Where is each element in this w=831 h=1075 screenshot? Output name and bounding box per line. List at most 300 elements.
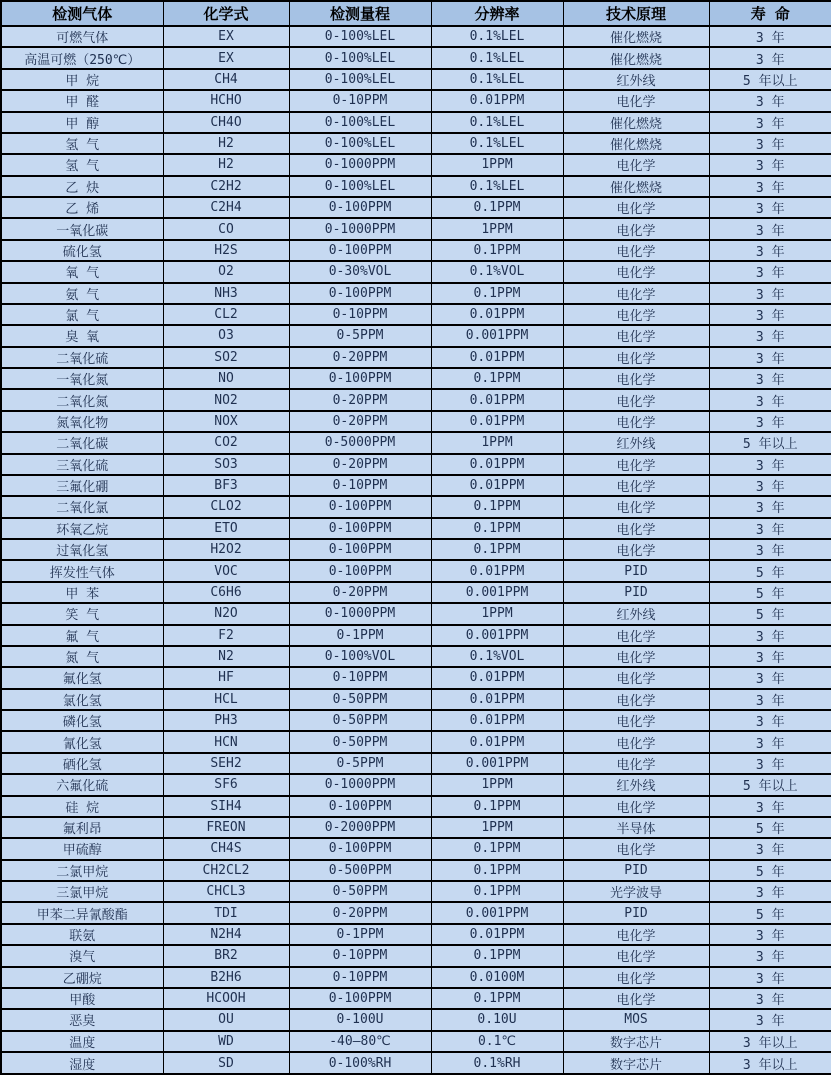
cell-chemical-formula: EX xyxy=(163,26,289,47)
table-row xyxy=(1,710,831,731)
cell-resolution: 1PPM xyxy=(431,817,563,838)
table-row xyxy=(1,1031,831,1052)
cell-gas-name: 二氧化氯 xyxy=(1,496,163,517)
table-header xyxy=(1,1,831,26)
table-row xyxy=(1,924,831,945)
cell-detection-range: 0-100U xyxy=(289,1009,431,1030)
cell-chemical-formula: BR2 xyxy=(163,945,289,966)
cell-technical-principle: 电化学 xyxy=(563,924,709,945)
cell-technical-principle: 电化学 xyxy=(563,261,709,282)
cell-technical-principle: 电化学 xyxy=(563,154,709,175)
cell-detection-range: 0-20PPM xyxy=(289,582,431,603)
table-row xyxy=(1,411,831,432)
cell-technical-principle: 催化燃烧 xyxy=(563,133,709,154)
cell-gas-name: 恶臭 xyxy=(1,1009,163,1030)
cell-chemical-formula: SEH2 xyxy=(163,753,289,774)
cell-gas-name: 氮 气 xyxy=(1,646,163,667)
cell-technical-principle: 电化学 xyxy=(563,347,709,368)
header-cell-resolution: 分辨率 xyxy=(431,1,563,26)
cell-lifespan: 3 年 xyxy=(709,539,831,560)
cell-gas-name: 氯 气 xyxy=(1,304,163,325)
cell-detection-range: 0-1000PPM xyxy=(289,154,431,175)
cell-detection-range: 0-5000PPM xyxy=(289,432,431,453)
cell-chemical-formula: C2H4 xyxy=(163,197,289,218)
cell-lifespan: 5 年 xyxy=(709,902,831,923)
table-row xyxy=(1,432,831,453)
cell-gas-name: 溴气 xyxy=(1,945,163,966)
cell-gas-name: 甲硫醇 xyxy=(1,838,163,859)
cell-detection-range: 0-20PPM xyxy=(289,902,431,923)
table-row xyxy=(1,838,831,859)
cell-technical-principle: 电化学 xyxy=(563,283,709,304)
cell-resolution: 0.1%VOL xyxy=(431,261,563,282)
cell-resolution: 0.001PPM xyxy=(431,753,563,774)
cell-chemical-formula: B2H6 xyxy=(163,967,289,988)
cell-detection-range: 0-1000PPM xyxy=(289,774,431,795)
cell-chemical-formula: NOX xyxy=(163,411,289,432)
cell-technical-principle: 电化学 xyxy=(563,731,709,752)
cell-technical-principle: 电化学 xyxy=(563,945,709,966)
cell-gas-name: 联氨 xyxy=(1,924,163,945)
cell-lifespan: 3 年 xyxy=(709,261,831,282)
cell-technical-principle: 催化燃烧 xyxy=(563,112,709,133)
cell-chemical-formula: H2S xyxy=(163,240,289,261)
cell-lifespan: 3 年 xyxy=(709,753,831,774)
cell-lifespan: 3 年 xyxy=(709,197,831,218)
cell-chemical-formula: ETO xyxy=(163,518,289,539)
cell-gas-name: 甲 苯 xyxy=(1,582,163,603)
cell-detection-range: 0-1000PPM xyxy=(289,218,431,239)
cell-technical-principle: 数字芯片 xyxy=(563,1031,709,1052)
cell-lifespan: 3 年 xyxy=(709,496,831,517)
cell-technical-principle: 电化学 xyxy=(563,197,709,218)
cell-chemical-formula: OU xyxy=(163,1009,289,1030)
cell-gas-name: 硅 烷 xyxy=(1,796,163,817)
cell-resolution: 0.01PPM xyxy=(431,689,563,710)
cell-technical-principle: 电化学 xyxy=(563,325,709,346)
cell-chemical-formula: SIH4 xyxy=(163,796,289,817)
cell-lifespan: 3 年 xyxy=(709,454,831,475)
cell-lifespan: 3 年 xyxy=(709,881,831,902)
cell-chemical-formula: CH2CL2 xyxy=(163,860,289,881)
cell-lifespan: 3 年 xyxy=(709,689,831,710)
table-row xyxy=(1,753,831,774)
cell-detection-range: 0-30%VOL xyxy=(289,261,431,282)
cell-chemical-formula: WD xyxy=(163,1031,289,1052)
cell-resolution: 0.1%LEL xyxy=(431,112,563,133)
cell-resolution: 0.1PPM xyxy=(431,197,563,218)
cell-chemical-formula: NO xyxy=(163,368,289,389)
header-cell-lifespan: 寿 命 xyxy=(709,1,831,26)
cell-lifespan: 3 年 xyxy=(709,475,831,496)
cell-resolution: 0.1PPM xyxy=(431,838,563,859)
cell-lifespan: 5 年 xyxy=(709,582,831,603)
table-row xyxy=(1,261,831,282)
table-row xyxy=(1,518,831,539)
cell-detection-range: 0-1000PPM xyxy=(289,603,431,624)
cell-resolution: 0.1PPM xyxy=(431,518,563,539)
cell-resolution: 0.01PPM xyxy=(431,710,563,731)
cell-gas-name: 氨 气 xyxy=(1,283,163,304)
cell-chemical-formula: HCHO xyxy=(163,90,289,111)
cell-resolution: 0.1PPM xyxy=(431,881,563,902)
table-row xyxy=(1,218,831,239)
cell-detection-range: 0-100PPM xyxy=(289,368,431,389)
cell-resolution: 0.01PPM xyxy=(431,90,563,111)
cell-lifespan: 3 年 xyxy=(709,967,831,988)
cell-detection-range: 0-10PPM xyxy=(289,945,431,966)
cell-resolution: 0.1PPM xyxy=(431,796,563,817)
cell-chemical-formula: CL2 xyxy=(163,304,289,325)
cell-gas-name: 氧 气 xyxy=(1,261,163,282)
cell-lifespan: 3 年 xyxy=(709,731,831,752)
cell-detection-range: 0-50PPM xyxy=(289,689,431,710)
cell-resolution: 1PPM xyxy=(431,774,563,795)
cell-gas-name: 氮氧化物 xyxy=(1,411,163,432)
cell-resolution: 0.01PPM xyxy=(431,731,563,752)
cell-technical-principle: 电化学 xyxy=(563,454,709,475)
cell-resolution: 1PPM xyxy=(431,154,563,175)
cell-lifespan: 3 年 xyxy=(709,1009,831,1030)
cell-gas-name: 乙 烯 xyxy=(1,197,163,218)
cell-resolution: 0.0100M xyxy=(431,967,563,988)
cell-resolution: 0.01PPM xyxy=(431,304,563,325)
table-row xyxy=(1,689,831,710)
cell-resolution: 0.001PPM xyxy=(431,582,563,603)
cell-technical-principle: 电化学 xyxy=(563,625,709,646)
cell-technical-principle: 电化学 xyxy=(563,689,709,710)
cell-chemical-formula: HCN xyxy=(163,731,289,752)
table-row xyxy=(1,667,831,688)
cell-resolution: 0.1%LEL xyxy=(431,69,563,90)
cell-technical-principle: 催化燃烧 xyxy=(563,26,709,47)
cell-chemical-formula: PH3 xyxy=(163,710,289,731)
cell-lifespan: 3 年 xyxy=(709,924,831,945)
table-row xyxy=(1,90,831,111)
cell-resolution: 0.1PPM xyxy=(431,539,563,560)
table-row xyxy=(1,47,831,68)
table-row xyxy=(1,988,831,1009)
cell-technical-principle: 电化学 xyxy=(563,90,709,111)
cell-technical-principle: 电化学 xyxy=(563,838,709,859)
cell-technical-principle: 电化学 xyxy=(563,389,709,410)
header-cell-gas-name: 检测气体 xyxy=(1,1,163,26)
cell-resolution: 0.1PPM xyxy=(431,945,563,966)
cell-chemical-formula: NH3 xyxy=(163,283,289,304)
cell-chemical-formula: TDI xyxy=(163,902,289,923)
cell-chemical-formula: SO3 xyxy=(163,454,289,475)
cell-detection-range: 0-100PPM xyxy=(289,539,431,560)
cell-chemical-formula: N2O xyxy=(163,603,289,624)
table-row xyxy=(1,774,831,795)
cell-chemical-formula: CHCL3 xyxy=(163,881,289,902)
table-row xyxy=(1,368,831,389)
cell-detection-range: 0-100%LEL xyxy=(289,112,431,133)
cell-resolution: 0.1%RH xyxy=(431,1052,563,1074)
cell-detection-range: 0-10PPM xyxy=(289,967,431,988)
cell-resolution: 0.001PPM xyxy=(431,325,563,346)
cell-gas-name: 乙 炔 xyxy=(1,176,163,197)
cell-chemical-formula: NO2 xyxy=(163,389,289,410)
cell-resolution: 0.001PPM xyxy=(431,625,563,646)
cell-lifespan: 3 年 xyxy=(709,47,831,68)
cell-resolution: 0.1PPM xyxy=(431,240,563,261)
cell-detection-range: 0-10PPM xyxy=(289,304,431,325)
cell-technical-principle: 电化学 xyxy=(563,518,709,539)
cell-resolution: 0.01PPM xyxy=(431,411,563,432)
cell-gas-name: 三氟化硼 xyxy=(1,475,163,496)
cell-gas-name: 氟 气 xyxy=(1,625,163,646)
cell-gas-name: 过氧化氢 xyxy=(1,539,163,560)
table-row xyxy=(1,283,831,304)
table-row xyxy=(1,539,831,560)
header-row xyxy=(1,1,831,26)
header-cell-chemical-formula: 化学式 xyxy=(163,1,289,26)
cell-technical-principle: 电化学 xyxy=(563,411,709,432)
cell-chemical-formula: N2H4 xyxy=(163,924,289,945)
cell-lifespan: 3 年 xyxy=(709,304,831,325)
cell-chemical-formula: H2O2 xyxy=(163,539,289,560)
cell-chemical-formula: HCL xyxy=(163,689,289,710)
cell-chemical-formula: BF3 xyxy=(163,475,289,496)
cell-resolution: 0.1PPM xyxy=(431,860,563,881)
cell-lifespan: 3 年 xyxy=(709,240,831,261)
cell-chemical-formula: HCOOH xyxy=(163,988,289,1009)
cell-technical-principle: PID xyxy=(563,860,709,881)
table-row xyxy=(1,176,831,197)
cell-gas-name: 硒化氢 xyxy=(1,753,163,774)
cell-resolution: 0.1%LEL xyxy=(431,133,563,154)
table-row xyxy=(1,582,831,603)
cell-chemical-formula: CH4O xyxy=(163,112,289,133)
cell-detection-range: 0-100PPM xyxy=(289,496,431,517)
cell-lifespan: 3 年 xyxy=(709,667,831,688)
cell-chemical-formula: H2 xyxy=(163,133,289,154)
table-row xyxy=(1,1052,831,1074)
cell-chemical-formula: SF6 xyxy=(163,774,289,795)
cell-chemical-formula: C2H2 xyxy=(163,176,289,197)
cell-detection-range: 0-20PPM xyxy=(289,411,431,432)
cell-lifespan: 3 年 xyxy=(709,26,831,47)
table-row xyxy=(1,389,831,410)
cell-resolution: 0.1PPM xyxy=(431,988,563,1009)
cell-chemical-formula: H2 xyxy=(163,154,289,175)
cell-resolution: 0.1PPM xyxy=(431,368,563,389)
cell-lifespan: 3 年 xyxy=(709,133,831,154)
cell-gas-name: 乙硼烷 xyxy=(1,967,163,988)
cell-lifespan: 3 年以上 xyxy=(709,1052,831,1074)
table-row xyxy=(1,240,831,261)
table-row xyxy=(1,817,831,838)
cell-gas-name: 磷化氢 xyxy=(1,710,163,731)
cell-chemical-formula: CO2 xyxy=(163,432,289,453)
cell-detection-range: 0-20PPM xyxy=(289,454,431,475)
cell-lifespan: 3 年 xyxy=(709,112,831,133)
cell-detection-range: 0-100PPM xyxy=(289,796,431,817)
cell-gas-name: 氢 气 xyxy=(1,133,163,154)
cell-detection-range: 0-5PPM xyxy=(289,325,431,346)
cell-lifespan: 3 年 xyxy=(709,411,831,432)
table-row xyxy=(1,603,831,624)
cell-technical-principle: 电化学 xyxy=(563,988,709,1009)
cell-detection-range: 0-50PPM xyxy=(289,881,431,902)
cell-lifespan: 3 年 xyxy=(709,945,831,966)
cell-resolution: 1PPM xyxy=(431,218,563,239)
cell-resolution: 0.01PPM xyxy=(431,560,563,581)
cell-lifespan: 3 年 xyxy=(709,389,831,410)
cell-technical-principle: 电化学 xyxy=(563,475,709,496)
cell-lifespan: 3 年 xyxy=(709,710,831,731)
cell-lifespan: 5 年 xyxy=(709,603,831,624)
cell-technical-principle: 电化学 xyxy=(563,304,709,325)
cell-technical-principle: 电化学 xyxy=(563,753,709,774)
table-row xyxy=(1,112,831,133)
cell-resolution: 0.1PPM xyxy=(431,283,563,304)
cell-lifespan: 3 年 xyxy=(709,988,831,1009)
cell-resolution: 0.01PPM xyxy=(431,347,563,368)
cell-gas-name: 温度 xyxy=(1,1031,163,1052)
cell-lifespan: 3 年 xyxy=(709,325,831,346)
cell-resolution: 0.1%LEL xyxy=(431,47,563,68)
cell-chemical-formula: CLO2 xyxy=(163,496,289,517)
header-cell-detection-range: 检测量程 xyxy=(289,1,431,26)
table-row xyxy=(1,967,831,988)
cell-gas-name: 氟利昂 xyxy=(1,817,163,838)
cell-technical-principle: 电化学 xyxy=(563,710,709,731)
table-row xyxy=(1,325,831,346)
cell-detection-range: 0-100%VOL xyxy=(289,646,431,667)
cell-lifespan: 3 年以上 xyxy=(709,1031,831,1052)
cell-gas-name: 一氧化氮 xyxy=(1,368,163,389)
cell-chemical-formula: VOC xyxy=(163,560,289,581)
cell-chemical-formula: F2 xyxy=(163,625,289,646)
cell-technical-principle: PID xyxy=(563,902,709,923)
table-row xyxy=(1,475,831,496)
cell-resolution: 0.1%LEL xyxy=(431,176,563,197)
cell-detection-range: 0-100%LEL xyxy=(289,133,431,154)
cell-lifespan: 5 年以上 xyxy=(709,69,831,90)
cell-chemical-formula: HF xyxy=(163,667,289,688)
cell-detection-range: 0-100PPM xyxy=(289,838,431,859)
cell-chemical-formula: FREON xyxy=(163,817,289,838)
table-row xyxy=(1,69,831,90)
cell-gas-name: 六氟化硫 xyxy=(1,774,163,795)
cell-technical-principle: 红外线 xyxy=(563,774,709,795)
cell-gas-name: 三氧化硫 xyxy=(1,454,163,475)
cell-gas-name: 笑 气 xyxy=(1,603,163,624)
cell-detection-range: 0-10PPM xyxy=(289,667,431,688)
cell-detection-range: 0-5PPM xyxy=(289,753,431,774)
cell-resolution: 0.1%VOL xyxy=(431,646,563,667)
cell-technical-principle: 电化学 xyxy=(563,218,709,239)
cell-detection-range: 0-100PPM xyxy=(289,518,431,539)
cell-detection-range: 0-20PPM xyxy=(289,389,431,410)
cell-gas-name: 甲苯二异氰酸酯 xyxy=(1,902,163,923)
cell-detection-range: 0-500PPM xyxy=(289,860,431,881)
cell-detection-range: 0-50PPM xyxy=(289,710,431,731)
cell-gas-name: 氰化氢 xyxy=(1,731,163,752)
cell-technical-principle: 催化燃烧 xyxy=(563,176,709,197)
cell-resolution: 0.10U xyxy=(431,1009,563,1030)
cell-lifespan: 3 年 xyxy=(709,796,831,817)
cell-detection-range: 0-50PPM xyxy=(289,731,431,752)
cell-technical-principle: 红外线 xyxy=(563,432,709,453)
cell-technical-principle: 电化学 xyxy=(563,240,709,261)
table-body xyxy=(1,26,831,1074)
cell-chemical-formula: C6H6 xyxy=(163,582,289,603)
cell-lifespan: 3 年 xyxy=(709,176,831,197)
cell-chemical-formula: O3 xyxy=(163,325,289,346)
cell-technical-principle: 红外线 xyxy=(563,69,709,90)
cell-technical-principle: PID xyxy=(563,582,709,603)
cell-detection-range: 0-100PPM xyxy=(289,560,431,581)
cell-gas-name: 三氯甲烷 xyxy=(1,881,163,902)
cell-lifespan: 3 年 xyxy=(709,625,831,646)
cell-detection-range: 0-100PPM xyxy=(289,988,431,1009)
cell-gas-name: 氯化氢 xyxy=(1,689,163,710)
table-row xyxy=(1,133,831,154)
cell-gas-name: 湿度 xyxy=(1,1052,163,1074)
cell-gas-name: 一氧化碳 xyxy=(1,218,163,239)
cell-detection-range: 0-100PPM xyxy=(289,240,431,261)
cell-resolution: 1PPM xyxy=(431,432,563,453)
cell-resolution: 0.01PPM xyxy=(431,475,563,496)
cell-resolution: 0.1℃ xyxy=(431,1031,563,1052)
cell-chemical-formula: SO2 xyxy=(163,347,289,368)
cell-lifespan: 3 年 xyxy=(709,218,831,239)
cell-lifespan: 3 年 xyxy=(709,838,831,859)
cell-gas-name: 环氧乙烷 xyxy=(1,518,163,539)
cell-lifespan: 3 年 xyxy=(709,518,831,539)
cell-gas-name: 臭 氧 xyxy=(1,325,163,346)
cell-gas-name: 甲酸 xyxy=(1,988,163,1009)
cell-technical-principle: 电化学 xyxy=(563,796,709,817)
cell-lifespan: 3 年 xyxy=(709,154,831,175)
table-row xyxy=(1,860,831,881)
cell-technical-principle: 电化学 xyxy=(563,967,709,988)
cell-lifespan: 3 年 xyxy=(709,283,831,304)
table-row xyxy=(1,902,831,923)
cell-detection-range: 0-2000PPM xyxy=(289,817,431,838)
table-row xyxy=(1,560,831,581)
cell-chemical-formula: O2 xyxy=(163,261,289,282)
cell-detection-range: 0-20PPM xyxy=(289,347,431,368)
cell-lifespan: 5 年 xyxy=(709,560,831,581)
cell-gas-name: 甲 醛 xyxy=(1,90,163,111)
cell-detection-range: 0-10PPM xyxy=(289,90,431,111)
cell-technical-principle: 红外线 xyxy=(563,603,709,624)
cell-chemical-formula: EX xyxy=(163,47,289,68)
cell-technical-principle: 电化学 xyxy=(563,368,709,389)
cell-technical-principle: PID xyxy=(563,560,709,581)
cell-gas-name: 二氧化氮 xyxy=(1,389,163,410)
cell-detection-range: 0-100%LEL xyxy=(289,69,431,90)
cell-gas-name: 挥发性气体 xyxy=(1,560,163,581)
cell-gas-name: 高温可燃（250℃） xyxy=(1,47,163,68)
cell-chemical-formula: CH4 xyxy=(163,69,289,90)
table-row xyxy=(1,646,831,667)
cell-lifespan: 3 年 xyxy=(709,90,831,111)
cell-resolution: 0.01PPM xyxy=(431,667,563,688)
cell-technical-principle: 电化学 xyxy=(563,646,709,667)
cell-resolution: 0.01PPM xyxy=(431,389,563,410)
cell-technical-principle: 光学波导 xyxy=(563,881,709,902)
cell-detection-range: 0-1PPM xyxy=(289,924,431,945)
cell-chemical-formula: N2 xyxy=(163,646,289,667)
table-row xyxy=(1,731,831,752)
cell-technical-principle: 数字芯片 xyxy=(563,1052,709,1074)
table-row xyxy=(1,496,831,517)
